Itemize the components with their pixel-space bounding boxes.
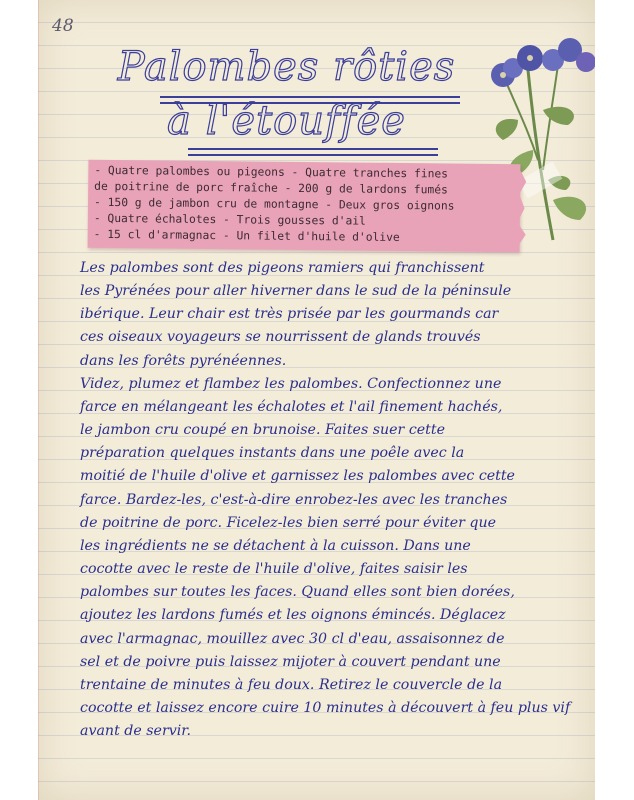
handwritten-line: sel et de poivre puis laissez mijoter à couvert pendant une — [80, 653, 501, 670]
handwritten-line: moitié de l'huile d'olive et garnissez les palombes avec cette — [80, 468, 515, 485]
recipe-title-line-1: Palombes rôties — [117, 44, 456, 90]
handwritten-line: farce. Bardez-les, c'est-à-dire enrobez-les avec les tranches — [80, 491, 508, 508]
ingredient-line: - Quatre palombes ou pigeons - Quatre tranches fines — [94, 163, 449, 181]
handwritten-line: ajoutez les lardons fumés et les oignons émincés. Déglacez — [80, 607, 506, 624]
page-number: 48 — [52, 16, 74, 36]
ingredient-line: de poitrine de porc fraîche - 200 g de lardons fumés — [94, 179, 448, 197]
handwritten-line: cocotte avec le reste de l'huile d'olive, faites saisir les — [80, 561, 468, 578]
handwritten-line: Les palombes sont des pigeons ramiers qui franchissent — [80, 260, 485, 276]
ingredient-line: - Quatre échalotes - Trois gousses d'ail — [93, 211, 366, 228]
handwritten-line: Videz, plumez et flambez les palombes. Confectionnez une — [80, 375, 502, 392]
recipe-instructions — [80, 257, 580, 743]
title-underline — [188, 154, 438, 156]
notebook-page — [38, 0, 595, 800]
handwritten-line: farce en mélangeant les échalotes et l'ail finement hachés, — [80, 398, 503, 415]
title-underline — [188, 148, 438, 150]
ingredient-line: - 150 g de jambon cru de montagne - Deux gros oignons — [93, 195, 455, 213]
handwritten-line: palombes sur toutes les faces. Quand elles sont bien dorées, — [80, 584, 515, 601]
handwritten-line: les Pyrénées pour aller hiverner dans le sud de la péninsule — [80, 283, 512, 300]
ingredient-line: - 15 cl d'armagnac - Un filet d'huile d'olive — [93, 227, 400, 245]
handwritten-line: avant de servir. — [80, 723, 192, 740]
handwritten-line: les ingrédients ne se détachent à la cuisson. Dans une — [80, 537, 471, 554]
handwritten-line: de poitrine de porc. Ficelez-les bien serré pour éviter que — [80, 514, 497, 531]
handwritten-line: trentaine de minutes à feu doux. Retirez le couvercle de la — [80, 676, 503, 693]
handwritten-line: cocotte et laissez encore cuire 10 minutes à découvert à feu plus vif — [80, 699, 571, 716]
handwritten-line: avec l'armagnac, mouillez avec 30 cl d'eau, assaisonnez de — [80, 630, 505, 647]
handwritten-line: le jambon cru coupé en brunoise. Faites suer cette — [80, 422, 445, 439]
handwritten-line: préparation quelques instants dans une poêle avec la — [80, 445, 465, 462]
recipe-title-line-2: à l'étouffée — [167, 98, 406, 144]
handwritten-line: ibérique. Leur chair est très prisée par les gourmands car — [80, 306, 499, 323]
handwritten-line: dans les forêts pyrénéennes. — [80, 352, 287, 369]
handwritten-line: ces oiseaux voyageurs se nourrissent de glands trouvés — [80, 329, 481, 346]
ingredients-label — [88, 160, 521, 253]
